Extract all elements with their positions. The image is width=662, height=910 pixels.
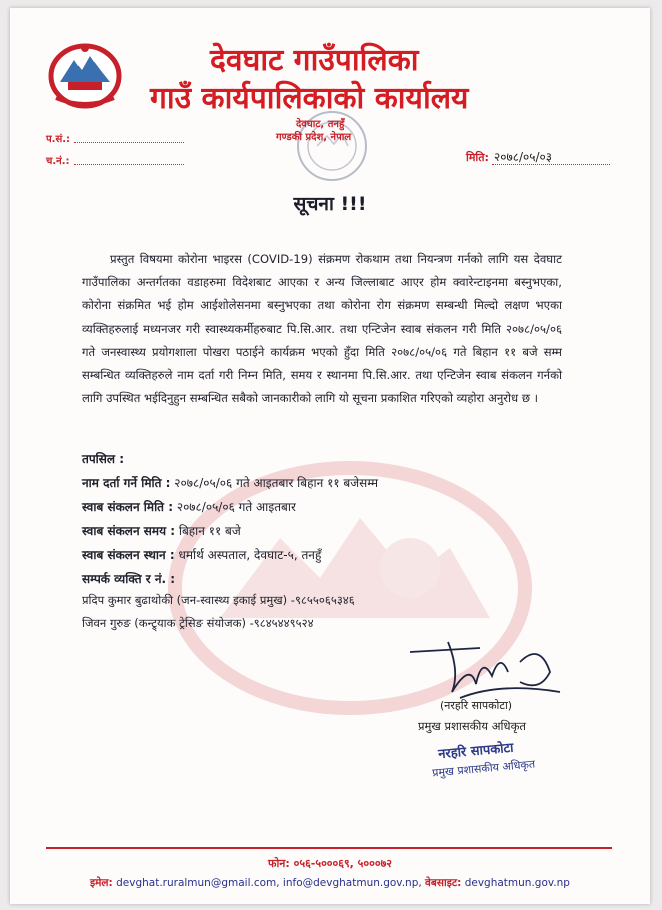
reference-number-label: प.सं.: (46, 134, 71, 145)
contact-person-1: प्रदिप कुमार बुढाथोकी (जन-स्वास्थ्य इकाई प्रमुख) -९८५५०६५३४६ (82, 593, 355, 607)
detail-row-registration (82, 474, 378, 491)
detail-row-swab-time (82, 522, 241, 539)
detail-label: स्वाब संकलन स्थान : (82, 548, 175, 562)
org-name: देवघाट गाउँपालिका (210, 43, 419, 78)
dispatch-number-label: च.नं.: (46, 156, 70, 167)
website-link[interactable]: devghatmun.gov.np (464, 877, 570, 889)
official-seal-stamp (282, 102, 382, 184)
detail-row-swab-date (82, 498, 296, 515)
footer-divider (46, 847, 612, 849)
date-line (492, 164, 610, 165)
date-value: २०७८/०५/०३ (494, 150, 553, 164)
detail-label: नाम दर्ता गर्ने मिति : (82, 476, 171, 490)
notice-title: सूचना !!! (293, 193, 367, 215)
date-label: मिति: (466, 151, 489, 164)
website-label: वेबसाइट: (425, 877, 462, 889)
name-stamp: नरहरि सापकोटा (437, 740, 515, 763)
email-label: इमेल: (90, 877, 113, 889)
address-line-1: देवघाट, तनहुँ (296, 119, 345, 130)
detail-value: २०७८/०५/०६ गते आइतबार बिहान ११ बजेसम्म (174, 476, 379, 490)
contact-heading (82, 570, 175, 587)
contact-heading-label: सम्पर्क व्यक्ति र नं. : (82, 572, 176, 586)
address-line-2: गण्डकी प्रदेश, नेपाल (276, 132, 352, 143)
email-addresses[interactable]: devghat.ruralmun@gmail.com, info@devghatmun.gov.np, (116, 877, 422, 889)
details-heading: तपसिल : (82, 452, 124, 466)
detail-value: बिहान ११ बजे (178, 524, 241, 538)
reference-number-line (74, 142, 184, 143)
footer-contact-line (90, 876, 570, 890)
detail-value: धर्मार्थ अस्पताल, देवघाट-५, तनहुँ (178, 548, 322, 562)
office-name: गाउँ कार्यपालिकाको कार्यालय (150, 81, 469, 116)
letter-page (10, 8, 650, 904)
detail-row-swab-location (82, 546, 321, 563)
detail-label: स्वाब संकलन मिति : (82, 500, 173, 514)
contact-person-2: जिवन गुरुङ (कन्ट्र्याक ट्रेसिङ संयोजक) -९८४५४४९५२४ (82, 616, 314, 630)
signatory-name: (नरहरि सापकोटा) (440, 699, 513, 712)
municipality-logo-icon (46, 38, 124, 110)
detail-label: स्वाब संकलन समय : (82, 524, 176, 538)
dispatch-number-line (74, 164, 184, 165)
signatory-title: प्रमुख प्रशासकीय अधिकृत (418, 719, 526, 733)
title-stamp: प्रमुख प्रशासकीय अधिकृत (431, 757, 536, 780)
detail-value: २०७८/०५/०६ गते आइतबार (176, 500, 296, 514)
footer-phone: फोन: ०५६-५०००६९, ५०००७२ (267, 857, 393, 870)
notice-body: प्रस्तुत विषयमा कोरोना भाइरस (COVID-19) संक्रमण रोकथाम तथा नियन्त्रण गर्नको लागि यस देवघाट गाउँपालिका अन्तर्गतका वडाहरुमा विदेशबाट आएका र अन्य जिल्लाबाट आएर होम क्वारेन्टाइनमा बस्नुभएका, कोरोना संक्रमित भई होम आईशोलेसनमा बस्नुभएका तथा कोरोना रोग संक्रमण सम्बन्धी मिल्दो लक्षण भएका व्यक्तिहरुलाई मध्यनजर गरी स्वास्थ्यकर्मीहरुबाट पि.सि.आर. तथा एन्टिजेन स्वाब संकलन गरी मिति २०७८/०५/०६ गते जनस्वास्थ्य प्रयोगशाला पोखरा पठाईने कार्यक्रम भएको हुँदा मिति २०७८/०५/०६ गते बिहान ११ बजे सम्म सम्बन्धित व्यक्तिहरुले नाम दर्ता गरी निम्न मिति, समय र स्थानमा पि.सि.आर. तथा एन्टिजेन स्वाब संकलन गर्नको लागि उपस्थित भईदिनुहुन सम्बन्धित सबैको जानकारीको लागि यो सूचना प्रकाशित गरिएको व्यहोरा अनुरोध छ । (82, 252, 562, 406)
